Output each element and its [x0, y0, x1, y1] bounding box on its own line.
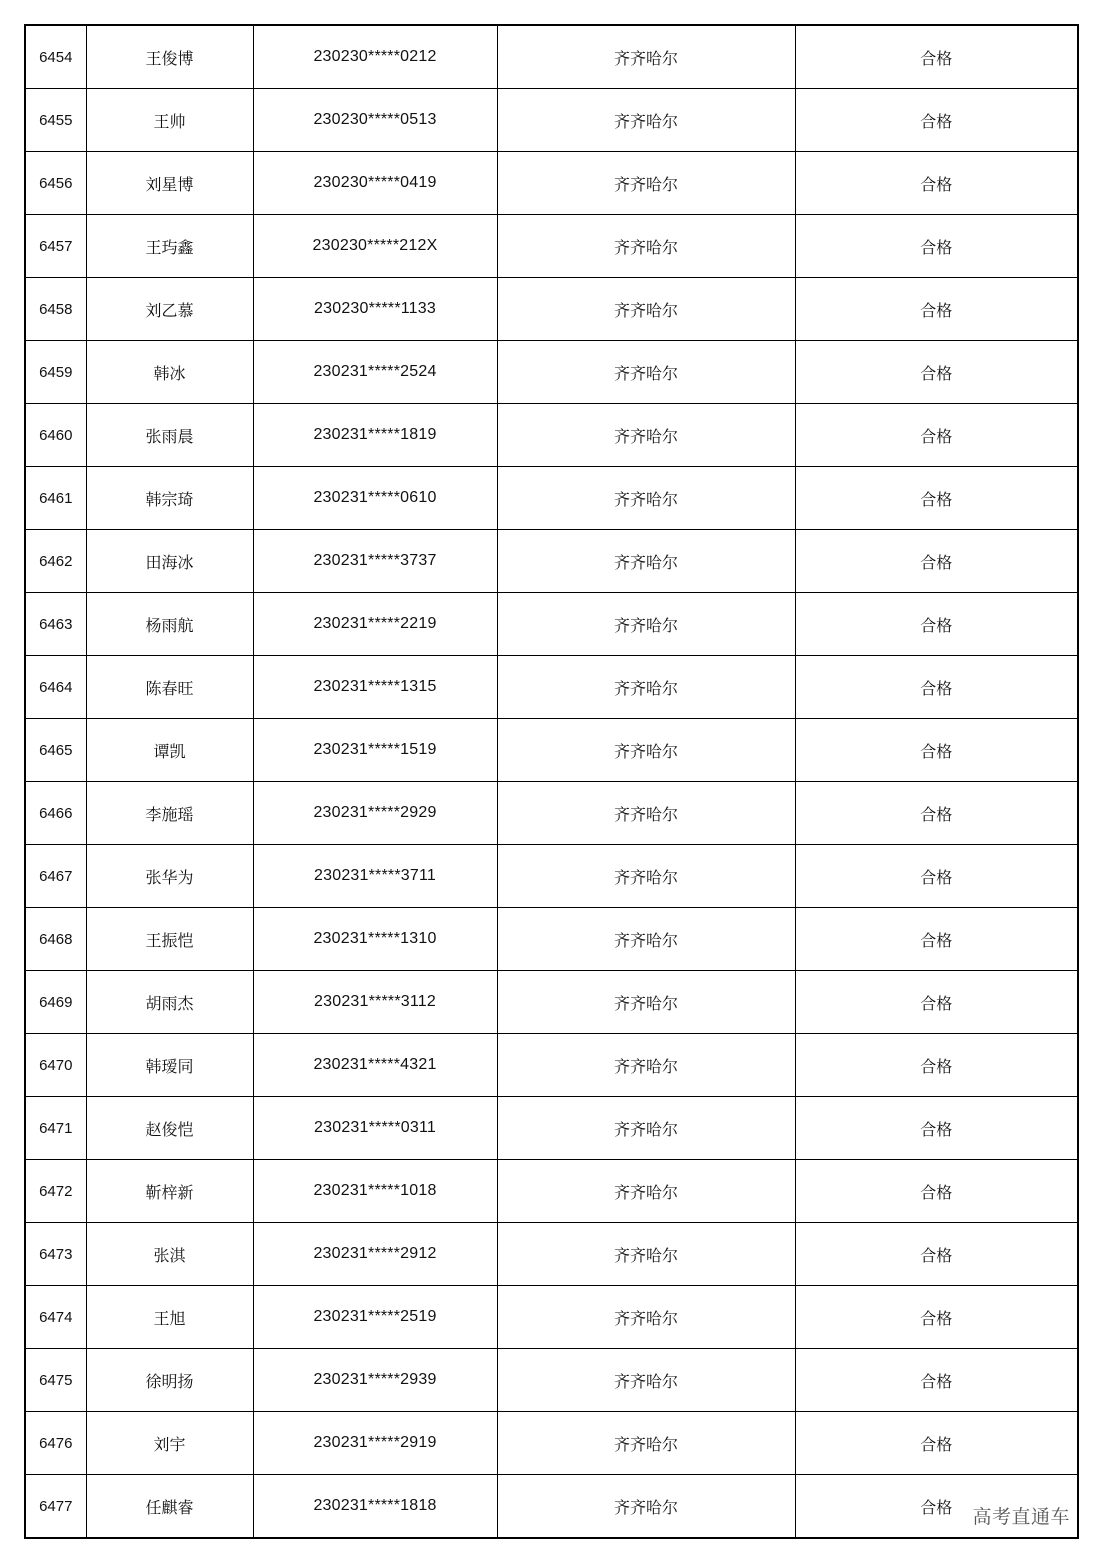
seq-number-cell: 6467: [25, 845, 86, 908]
id-number-cell: 230230*****212X: [253, 215, 497, 278]
result-cell: 合格: [795, 971, 1078, 1034]
seq-number-cell: 6463: [25, 593, 86, 656]
table-row: [25, 1349, 1078, 1412]
table-row: [25, 89, 1078, 152]
result-cell: 合格: [795, 404, 1078, 467]
result-cell: 合格: [795, 1097, 1078, 1160]
name-cell: 李施瑶: [86, 782, 253, 845]
id-number-cell: 230231*****3737: [253, 530, 497, 593]
name-cell: 刘乙慕: [86, 278, 253, 341]
city-cell: 齐齐哈尔: [497, 782, 795, 845]
result-cell: 合格: [795, 152, 1078, 215]
city-cell: 齐齐哈尔: [497, 719, 795, 782]
id-number-cell: 230231*****1310: [253, 908, 497, 971]
name-cell: 胡雨杰: [86, 971, 253, 1034]
city-cell: 齐齐哈尔: [497, 656, 795, 719]
city-cell: 齐齐哈尔: [497, 908, 795, 971]
name-cell: 杨雨航: [86, 593, 253, 656]
id-number-cell: 230231*****2912: [253, 1223, 497, 1286]
table-row: [25, 971, 1078, 1034]
city-cell: 齐齐哈尔: [497, 467, 795, 530]
id-number-cell: 230231*****2939: [253, 1349, 497, 1412]
name-cell: 王玙鑫: [86, 215, 253, 278]
table-row: [25, 1412, 1078, 1475]
city-cell: 齐齐哈尔: [497, 1160, 795, 1223]
result-cell: 合格: [795, 341, 1078, 404]
result-cell: 合格: [795, 719, 1078, 782]
table-row: [25, 530, 1078, 593]
seq-number-cell: 6464: [25, 656, 86, 719]
results-table: [24, 24, 1079, 1539]
id-number-cell: 230230*****0419: [253, 152, 497, 215]
id-number-cell: 230231*****2219: [253, 593, 497, 656]
name-cell: 张雨晨: [86, 404, 253, 467]
id-number-cell: 230231*****2919: [253, 1412, 497, 1475]
seq-number-cell: 6459: [25, 341, 86, 404]
seq-number-cell: 6454: [25, 25, 86, 89]
name-cell: 刘宇: [86, 1412, 253, 1475]
seq-number-cell: 6474: [25, 1286, 86, 1349]
table-row: [25, 467, 1078, 530]
result-cell: 合格: [795, 782, 1078, 845]
table-row: [25, 1475, 1078, 1539]
name-cell: 王振恺: [86, 908, 253, 971]
id-number-cell: 230231*****1819: [253, 404, 497, 467]
results-table-body: [25, 25, 1078, 1538]
seq-number-cell: 6476: [25, 1412, 86, 1475]
result-cell: 合格: [795, 89, 1078, 152]
city-cell: 齐齐哈尔: [497, 215, 795, 278]
table-row: [25, 845, 1078, 908]
result-cell: 合格: [795, 467, 1078, 530]
table-row: [25, 404, 1078, 467]
result-cell: 合格: [795, 530, 1078, 593]
name-cell: 徐明扬: [86, 1349, 253, 1412]
result-cell: 合格: [795, 593, 1078, 656]
table-row: [25, 1160, 1078, 1223]
id-number-cell: 230231*****3112: [253, 971, 497, 1034]
seq-number-cell: 6469: [25, 971, 86, 1034]
result-cell: 合格: [795, 1286, 1078, 1349]
name-cell: 任麒睿: [86, 1475, 253, 1539]
city-cell: 齐齐哈尔: [497, 1349, 795, 1412]
city-cell: 齐齐哈尔: [497, 1097, 795, 1160]
city-cell: 齐齐哈尔: [497, 845, 795, 908]
id-number-cell: 230230*****1133: [253, 278, 497, 341]
city-cell: 齐齐哈尔: [497, 278, 795, 341]
name-cell: 韩宗琦: [86, 467, 253, 530]
id-number-cell: 230231*****4321: [253, 1034, 497, 1097]
name-cell: 张淇: [86, 1223, 253, 1286]
name-cell: 赵俊恺: [86, 1097, 253, 1160]
seq-number-cell: 6461: [25, 467, 86, 530]
name-cell: 谭凯: [86, 719, 253, 782]
id-number-cell: 230231*****1519: [253, 719, 497, 782]
id-number-cell: 230231*****1018: [253, 1160, 497, 1223]
result-cell: 合格: [795, 1349, 1078, 1412]
name-cell: 王旭: [86, 1286, 253, 1349]
table-row: [25, 152, 1078, 215]
result-cell: 合格: [795, 656, 1078, 719]
city-cell: 齐齐哈尔: [497, 1475, 795, 1539]
table-row: [25, 908, 1078, 971]
table-row: [25, 656, 1078, 719]
result-cell: 合格: [795, 908, 1078, 971]
table-row: [25, 25, 1078, 89]
name-cell: 靳梓新: [86, 1160, 253, 1223]
seq-number-cell: 6477: [25, 1475, 86, 1539]
seq-number-cell: 6458: [25, 278, 86, 341]
id-number-cell: 230231*****2524: [253, 341, 497, 404]
table-row: [25, 1097, 1078, 1160]
table-row: [25, 782, 1078, 845]
city-cell: 齐齐哈尔: [497, 341, 795, 404]
name-cell: 刘星博: [86, 152, 253, 215]
watermark-text: 高考直通车: [968, 1502, 1074, 1529]
id-number-cell: 230231*****2519: [253, 1286, 497, 1349]
seq-number-cell: 6465: [25, 719, 86, 782]
city-cell: 齐齐哈尔: [497, 971, 795, 1034]
seq-number-cell: 6470: [25, 1034, 86, 1097]
table-row: [25, 278, 1078, 341]
city-cell: 齐齐哈尔: [497, 1034, 795, 1097]
name-cell: 陈春旺: [86, 656, 253, 719]
seq-number-cell: 6468: [25, 908, 86, 971]
city-cell: 齐齐哈尔: [497, 1286, 795, 1349]
id-number-cell: 230231*****0610: [253, 467, 497, 530]
city-cell: 齐齐哈尔: [497, 89, 795, 152]
seq-number-cell: 6475: [25, 1349, 86, 1412]
id-number-cell: 230231*****2929: [253, 782, 497, 845]
table-row: [25, 1034, 1078, 1097]
seq-number-cell: 6462: [25, 530, 86, 593]
table-row: [25, 1286, 1078, 1349]
seq-number-cell: 6460: [25, 404, 86, 467]
result-cell: 合格: [795, 215, 1078, 278]
result-cell: 合格: [795, 1412, 1078, 1475]
seq-number-cell: 6466: [25, 782, 86, 845]
name-cell: 王俊博: [86, 25, 253, 89]
name-cell: 张华为: [86, 845, 253, 908]
result-cell: 合格: [795, 845, 1078, 908]
seq-number-cell: 6471: [25, 1097, 86, 1160]
id-number-cell: 230231*****1315: [253, 656, 497, 719]
seq-number-cell: 6455: [25, 89, 86, 152]
id-number-cell: 230231*****1818: [253, 1475, 497, 1539]
seq-number-cell: 6473: [25, 1223, 86, 1286]
id-number-cell: 230230*****0212: [253, 25, 497, 89]
city-cell: 齐齐哈尔: [497, 404, 795, 467]
city-cell: 齐齐哈尔: [497, 152, 795, 215]
result-cell: 合格: [795, 278, 1078, 341]
result-cell: 合格: [795, 1475, 1078, 1539]
name-cell: 韩冰: [86, 341, 253, 404]
result-cell: 合格: [795, 1223, 1078, 1286]
id-number-cell: 230231*****0311: [253, 1097, 497, 1160]
city-cell: 齐齐哈尔: [497, 25, 795, 89]
city-cell: 齐齐哈尔: [497, 530, 795, 593]
result-cell: 合格: [795, 1034, 1078, 1097]
table-row: [25, 593, 1078, 656]
table-row: [25, 719, 1078, 782]
result-cell: 合格: [795, 1160, 1078, 1223]
result-cell: 合格: [795, 25, 1078, 89]
name-cell: 田海冰: [86, 530, 253, 593]
table-row: [25, 1223, 1078, 1286]
city-cell: 齐齐哈尔: [497, 593, 795, 656]
table-row: [25, 341, 1078, 404]
name-cell: 王帅: [86, 89, 253, 152]
city-cell: 齐齐哈尔: [497, 1223, 795, 1286]
table-row: [25, 215, 1078, 278]
seq-number-cell: 6456: [25, 152, 86, 215]
city-cell: 齐齐哈尔: [497, 1412, 795, 1475]
name-cell: 韩瑷同: [86, 1034, 253, 1097]
id-number-cell: 230230*****0513: [253, 89, 497, 152]
seq-number-cell: 6457: [25, 215, 86, 278]
seq-number-cell: 6472: [25, 1160, 86, 1223]
id-number-cell: 230231*****3711: [253, 845, 497, 908]
